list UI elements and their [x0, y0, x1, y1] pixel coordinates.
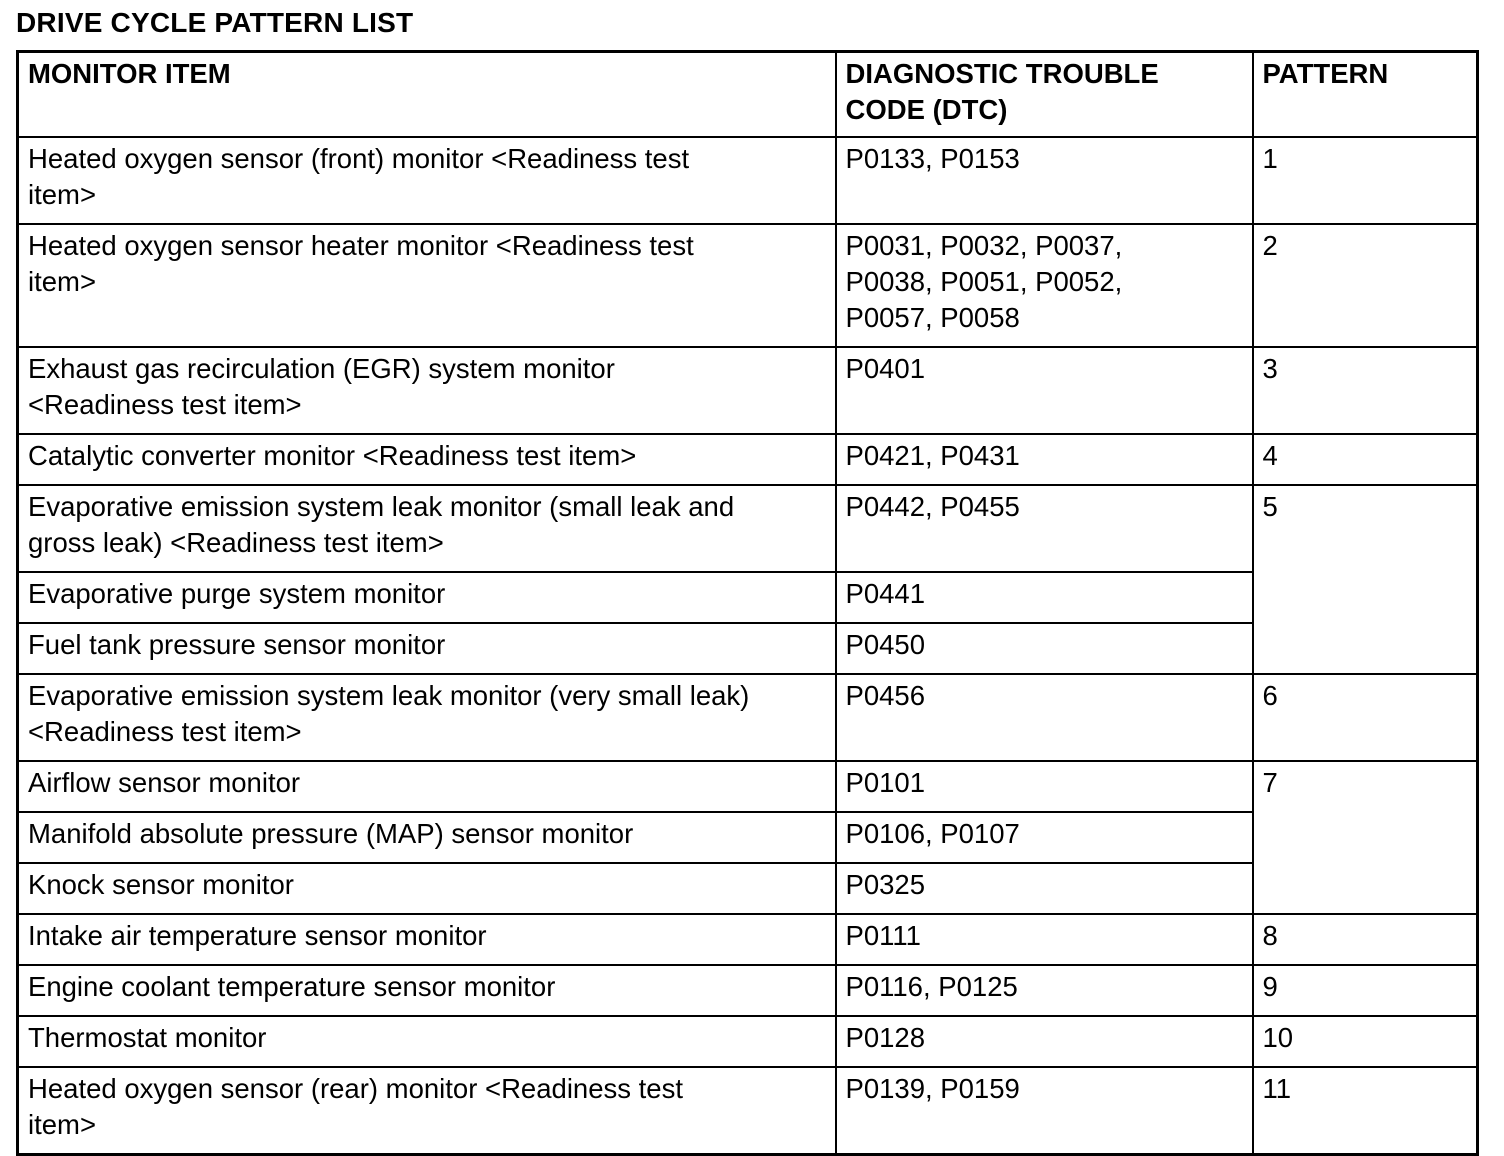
pattern-cell: 9 [1253, 965, 1478, 1016]
monitor-cell: Heated oxygen sensor heater monitor <Readiness test item> [18, 224, 836, 347]
table-row [18, 914, 1478, 965]
dtc-cell: P0450 [836, 623, 1253, 674]
monitor-cell: Thermostat monitor [18, 1016, 836, 1067]
table-row [18, 137, 1478, 224]
dtc-cell: P0456 [836, 674, 1253, 761]
monitor-cell: Fuel tank pressure sensor monitor [18, 623, 836, 674]
page-title: DRIVE CYCLE PATTERN LIST [16, 7, 414, 38]
dtc-cell: P0101 [836, 761, 1253, 812]
monitor-cell: Intake air temperature sensor monitor [18, 914, 836, 965]
dtc-cell: P0133, P0153 [836, 137, 1253, 224]
monitor-cell: Evaporative emission system leak monitor (very small leak) <Readiness test item> [18, 674, 836, 761]
pattern-cell: 4 [1253, 434, 1478, 485]
pattern-cell: 10 [1253, 1016, 1478, 1067]
dtc-cell: P0111 [836, 914, 1253, 965]
dtc-cell: P0442, P0455 [836, 485, 1253, 572]
table-row [18, 434, 1478, 485]
table-row [18, 485, 1478, 572]
dtc-cell: P0106, P0107 [836, 812, 1253, 863]
table-row [18, 1067, 1478, 1155]
header-monitor-item: MONITOR ITEM [18, 52, 836, 138]
pattern-cell: 1 [1253, 137, 1478, 224]
pattern-cell: 11 [1253, 1067, 1478, 1155]
dtc-cell: P0116, P0125 [836, 965, 1253, 1016]
table-row [18, 761, 1478, 812]
monitor-cell: Knock sensor monitor [18, 863, 836, 914]
dtc-cell: P0325 [836, 863, 1253, 914]
monitor-cell: Exhaust gas recirculation (EGR) system monitor <Readiness test item> [18, 347, 836, 434]
drive-cycle-pattern-table [16, 50, 1479, 1156]
dtc-cell: P0031, P0032, P0037, P0038, P0051, P0052, P0057, P0058 [836, 224, 1253, 347]
pattern-cell: 8 [1253, 914, 1478, 965]
table-row [18, 674, 1478, 761]
monitor-cell: Airflow sensor monitor [18, 761, 836, 812]
table-row [18, 347, 1478, 434]
table-row [18, 965, 1478, 1016]
dtc-cell: P0139, P0159 [836, 1067, 1253, 1155]
monitor-cell: Evaporative emission system leak monitor (small leak and gross leak) <Readiness test item> [18, 485, 836, 572]
monitor-cell: Evaporative purge system monitor [18, 572, 836, 623]
dtc-cell: P0128 [836, 1016, 1253, 1067]
dtc-cell: P0441 [836, 572, 1253, 623]
dtc-cell: P0401 [836, 347, 1253, 434]
pattern-cell: 3 [1253, 347, 1478, 434]
monitor-cell: Engine coolant temperature sensor monitor [18, 965, 836, 1016]
table-row [18, 224, 1478, 347]
dtc-cell: P0421, P0431 [836, 434, 1253, 485]
monitor-cell: Catalytic converter monitor <Readiness test item> [18, 434, 836, 485]
header-dtc: DIAGNOSTIC TROUBLE CODE (DTC) [836, 52, 1253, 138]
table-header-row [18, 52, 1478, 138]
monitor-cell: Heated oxygen sensor (front) monitor <Readiness test item> [18, 137, 836, 224]
pattern-cell: 2 [1253, 224, 1478, 347]
monitor-cell: Heated oxygen sensor (rear) monitor <Readiness test item> [18, 1067, 836, 1155]
pattern-cell: 5 [1253, 485, 1478, 674]
monitor-cell: Manifold absolute pressure (MAP) sensor monitor [18, 812, 836, 863]
header-pattern: PATTERN [1253, 52, 1478, 138]
table-row [18, 1016, 1478, 1067]
pattern-cell: 7 [1253, 761, 1478, 914]
pattern-cell: 6 [1253, 674, 1478, 761]
